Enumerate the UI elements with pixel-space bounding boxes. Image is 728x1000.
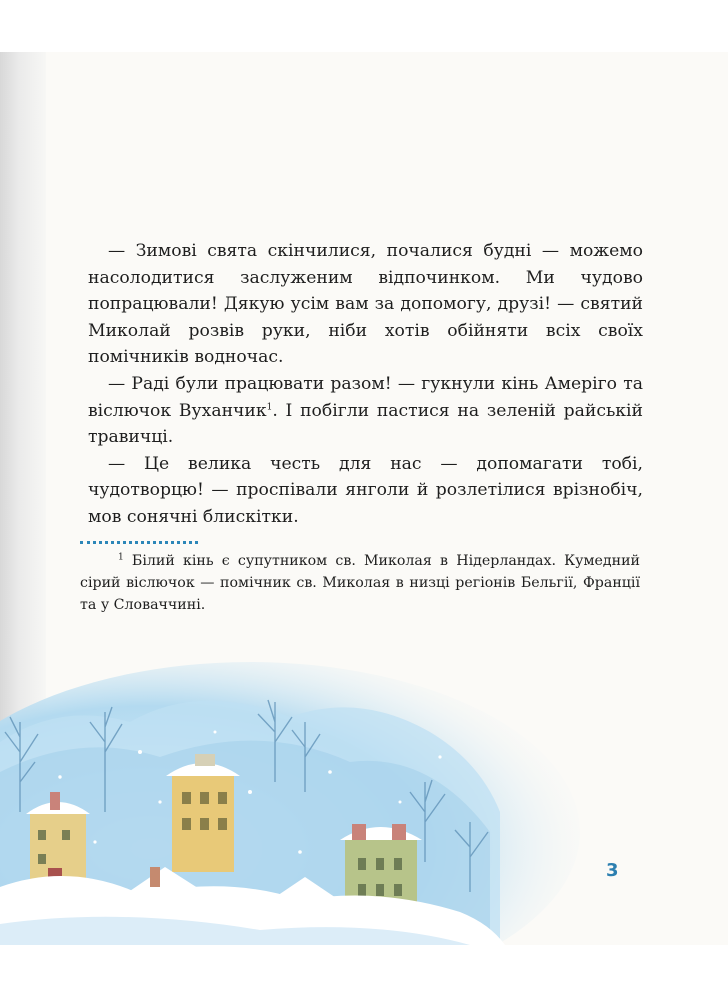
story-paragraph-2-start: — Раді були працювати разом! — гукнули кінь Амеріго та віслючок Вуханчик <box>88 373 643 421</box>
footnote-reference: 1 <box>266 401 273 412</box>
story-text <box>88 238 643 531</box>
page-number: 3 <box>606 860 619 881</box>
story-paragraph-2 <box>88 371 643 451</box>
footnote-text: Білий кінь є супутником св. Миколая в Нідерландах. Кумедний сірий віслючок — помічник св. Миколая в низці регіонів Бельгії, Франції та у Словаччині. <box>80 553 640 613</box>
house-yellow-tall <box>166 754 240 872</box>
footnote-separator <box>80 541 198 544</box>
winter-village-illustration <box>0 662 728 945</box>
story-paragraph-1: — Зимові свята скінчилися, почалися будні — можемо насолодитися заслуженим відпочинком. Ми чудово попрацювали! Дякую усім вам за допомогу, друзі! — святий Миколай розвів руки, ніби хотів обійняти всіх своїх помічників водночас. <box>88 241 643 368</box>
story-paragraph-3: — Це велика честь для нас — допомагати тобі, чудотворцю! — проспівали янголи й розлетілися врізнобіч, мов сонячні блискітки. <box>88 453 643 527</box>
story-paragraph-2-end: . І побігли пастися на зеленій райській травичці. <box>88 400 643 448</box>
footnote <box>80 550 640 616</box>
footnote-marker: 1 <box>118 552 124 563</box>
book-page <box>0 52 728 945</box>
